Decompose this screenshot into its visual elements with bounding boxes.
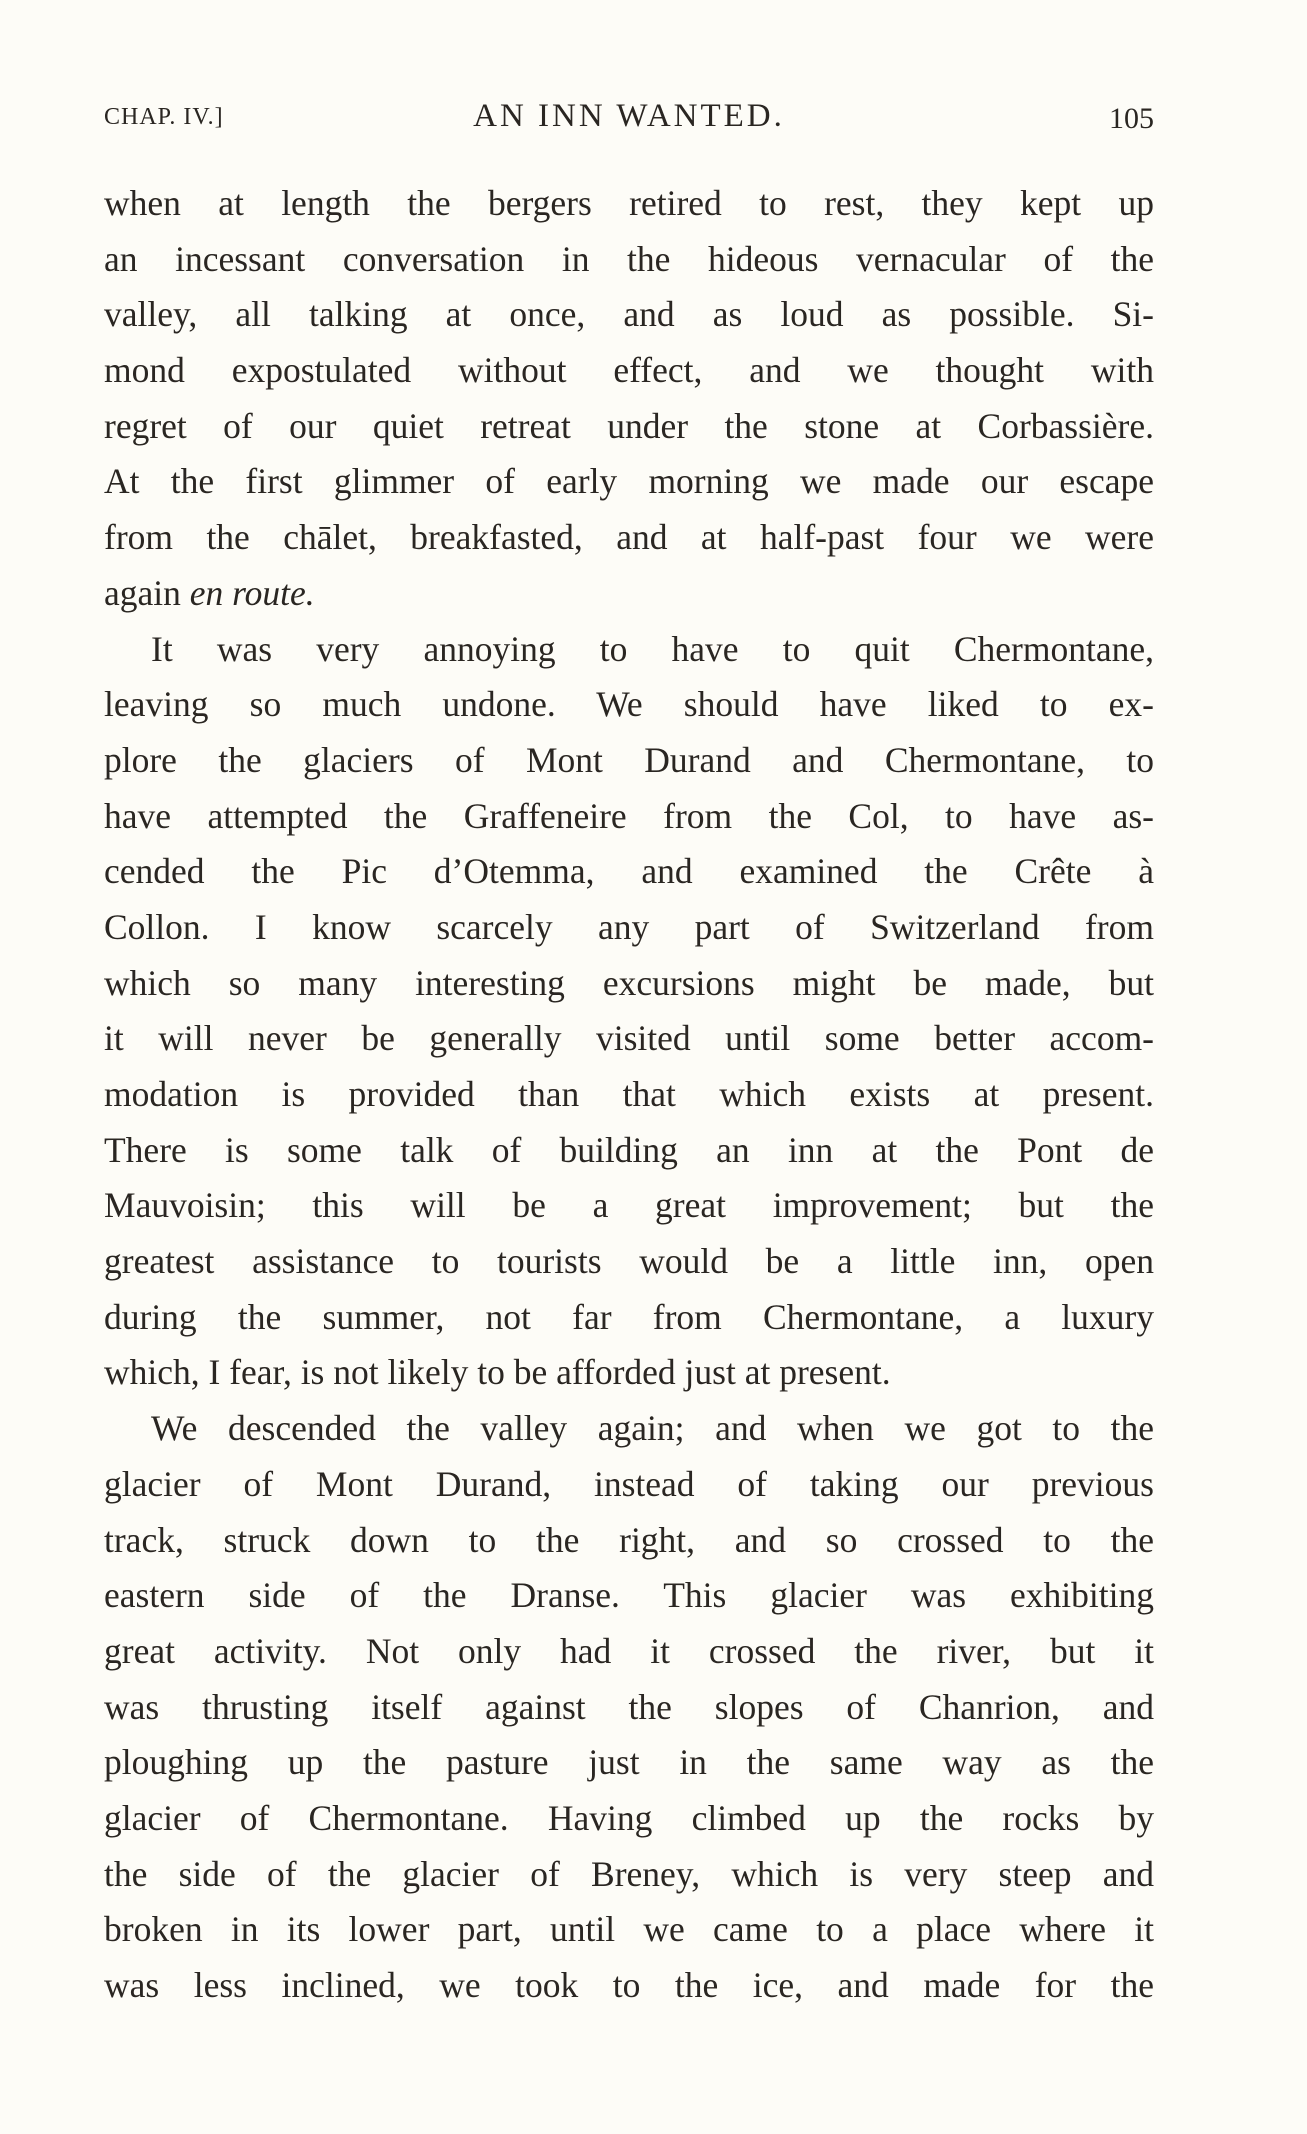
text-line: an incessant conversation in the hideous vernacular of the: [104, 238, 1154, 279]
running-header: [104, 96, 1154, 146]
text-line-paragraph-start: We descended the valley again; and when we got to the: [151, 1408, 1154, 1449]
text-line: valley, all talking at once, and as loud as possible. Si-: [104, 294, 1154, 335]
text-line: was less inclined, we took to the ice, and made for the: [104, 1965, 1154, 2005]
text-line: plore the glaciers of Mont Durand and Chermontane, to: [104, 739, 1154, 780]
body-text: [104, 176, 1154, 2014]
text-line: which so many interesting excursions might be made, but: [104, 962, 1154, 1003]
text-line-paragraph-end: [104, 566, 1154, 622]
text-line: broken in its lower part, until we came to a place where it: [104, 1909, 1154, 1950]
text-line: when at length the bergers retired to rest, they kept up: [104, 183, 1154, 223]
running-title: AN INN WANTED.: [473, 98, 785, 134]
text-line: it will never be generally visited until some better accom-: [104, 1018, 1154, 1059]
text-line: greatest assistance to tourists would be a little inn, open: [104, 1241, 1154, 1282]
text-line: regret of our quiet retreat under the stone at Corbassière.: [104, 405, 1154, 446]
text-line: great activity. Not only had it crossed the river, but it: [104, 1630, 1154, 1671]
text-line-paragraph-end: which, I fear, is not likely to be afforded just at present.: [104, 1352, 891, 1393]
text-line: mond expostulated without effect, and we thought with: [104, 350, 1154, 391]
text-line: At the first glimmer of early morning we made our escape: [104, 461, 1154, 502]
text-line: track, struck down to the right, and so crossed to the: [104, 1519, 1154, 1560]
text-line: Mauvoisin; this will be a great improvement; but the: [104, 1185, 1154, 1226]
text-line: from the chālet, breakfasted, and at half-past four we were: [104, 517, 1154, 558]
text-line: modation is provided than that which exists at present.: [104, 1074, 1154, 1114]
text-line-paragraph-start: It was very annoying to have to quit Chermontane,: [151, 628, 1154, 669]
page-number: 105: [1109, 102, 1154, 135]
text-line: ploughing up the pasture just in the same way as the: [104, 1742, 1154, 1783]
text-line: glacier of Chermontane. Having climbed up the rocks by: [104, 1797, 1154, 1838]
text-line: eastern side of the Dranse. This glacier was exhibiting: [104, 1575, 1154, 1616]
text-line-start: again: [104, 572, 190, 613]
italic-phrase: en route.: [189, 572, 315, 613]
text-line: glacier of Mont Durand, instead of taking our previous: [104, 1463, 1154, 1504]
text-line: have attempted the Graffeneire from the Col, to have as-: [104, 795, 1154, 836]
text-line: leaving so much undone. We should have liked to ex-: [104, 684, 1154, 725]
text-line: There is some talk of building an inn at the Pont de: [104, 1129, 1154, 1170]
text-line: during the summer, not far from Chermontane, a luxury: [104, 1296, 1154, 1337]
text-line: Collon. I know scarcely any part of Switzerland from: [104, 906, 1154, 947]
text-line: cended the Pic d’Otemma, and examined the Crête à: [104, 851, 1154, 892]
text-line: was thrusting itself against the slopes of Chanrion, and: [104, 1686, 1154, 1727]
chapter-label: CHAP. IV.]: [104, 104, 224, 130]
text-line: the side of the glacier of Breney, which is very steep and: [104, 1853, 1154, 1894]
